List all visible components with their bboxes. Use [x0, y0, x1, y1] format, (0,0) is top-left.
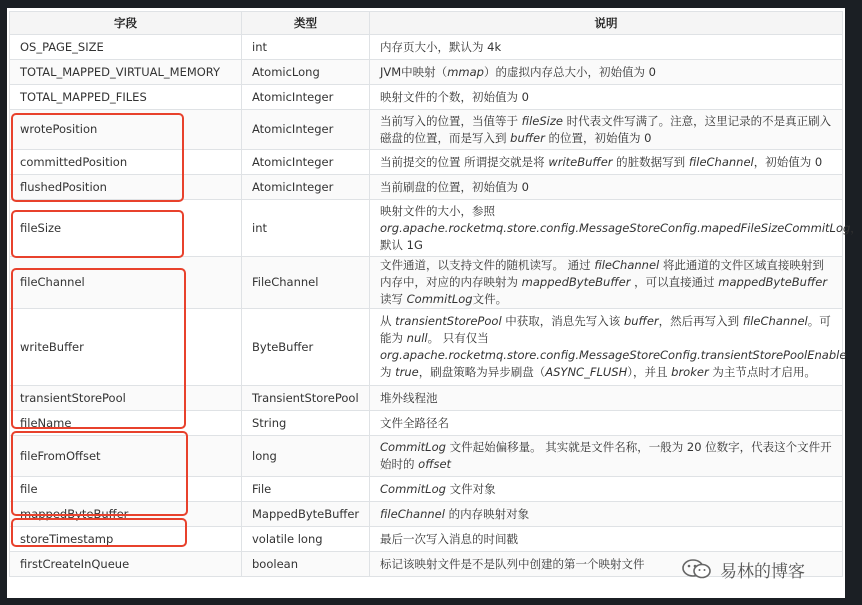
cell-field: fileFromOffset — [10, 436, 242, 477]
description-code-term: CommitLog — [380, 481, 446, 496]
cell-field: committedPosition — [10, 150, 242, 175]
description-code-term: fileChannel — [380, 506, 445, 521]
description-code-term: buffer — [623, 314, 659, 328]
description-code-term: fileSize — [521, 113, 563, 128]
cell-description — [370, 527, 843, 552]
description-text: 堆外线程池 — [380, 390, 438, 405]
description-text: 的位置，初始值为 0 — [544, 130, 652, 145]
cell-type: AtomicInteger — [242, 85, 370, 110]
description-text: 文件全路径名 — [380, 415, 449, 430]
table-row — [10, 110, 843, 150]
description-code-term: null — [406, 331, 428, 345]
cell-type: volatile long — [242, 527, 370, 552]
table-row — [10, 477, 843, 502]
cell-description — [370, 257, 843, 309]
description-code-term: org.apache.rocketmq.store.config.MessageStoreConfig.transientStorePoolEnable — [380, 348, 847, 362]
cell-description — [370, 85, 843, 110]
description-text: ，可以直接通过 — [630, 275, 719, 289]
description-text: ，刷盘策略为异步刷盘（ — [418, 365, 546, 379]
description-text: 内存页大小，默认为 4k — [380, 39, 502, 54]
cell-field: OS_PAGE_SIZE — [10, 35, 242, 60]
table-row — [10, 85, 843, 110]
cell-description — [370, 200, 862, 257]
description-text: 文件通道，以支持文件的随机读写。 通过 — [380, 258, 595, 272]
description-code-term: transientStorePool — [395, 314, 502, 328]
table-row — [10, 309, 843, 386]
description-text: 为主节点时才启用。 — [708, 365, 816, 379]
cell-field: wrotePosition — [10, 110, 242, 150]
cell-description — [370, 436, 843, 477]
cell-type: AtomicInteger — [242, 175, 370, 200]
description-text: 。可能为 — [380, 314, 831, 345]
cell-type: MappedByteBuffer — [242, 502, 370, 527]
cell-type: File — [242, 477, 370, 502]
cell-type: int — [242, 200, 370, 257]
cell-field: transientStorePool — [10, 386, 242, 411]
cell-field: file — [10, 477, 242, 502]
description-code-term: mappedByteBuffer — [521, 275, 631, 289]
wechat-official-account-icon — [680, 556, 714, 582]
description-code-term: writeBuffer — [548, 154, 613, 169]
description-code-term: fileChannel — [742, 314, 808, 328]
cell-description — [370, 150, 843, 175]
description-text: 。 只有仅当 — [427, 331, 489, 345]
cell-field: firstCreateInQueue — [10, 552, 242, 577]
cell-type: TransientStorePool — [242, 386, 370, 411]
description-code-term: CommitLog — [406, 292, 473, 306]
cell-description — [370, 35, 843, 60]
cell-description — [370, 175, 843, 200]
description-code-term: mmap — [447, 64, 484, 79]
field-table — [9, 11, 862, 577]
description-code-term: ASYNC_FLUSH — [545, 365, 628, 379]
table-row — [10, 175, 843, 200]
cell-description — [370, 110, 843, 150]
table-row — [10, 411, 843, 436]
cell-field: fileSize — [10, 200, 242, 257]
table-header-row — [10, 12, 843, 35]
table-row — [10, 436, 843, 477]
cell-description — [370, 386, 843, 411]
description-text: 将此通道的文件区域直接映射到内存中，对应的内存映射为 — [380, 258, 824, 289]
cell-field: fileChannel — [10, 257, 242, 309]
cell-type: int — [242, 35, 370, 60]
cell-type: FileChannel — [242, 257, 370, 309]
description-text: 当前刷盘的位置，初始值为 0 — [380, 179, 529, 194]
description-text: ，初始值为 0 — [753, 154, 823, 169]
cell-type: long — [242, 436, 370, 477]
cell-description — [370, 502, 843, 527]
table-row — [10, 200, 843, 257]
field-table-container — [7, 8, 862, 598]
cell-field: TOTAL_MAPPED_VIRTUAL_MEMORY — [10, 60, 242, 85]
description-text: ），并且 — [627, 365, 672, 379]
description-text: 映射文件的个数，初始值为 0 — [380, 89, 529, 104]
description-text: 的脏数据写到 — [612, 154, 689, 169]
cell-description — [370, 477, 843, 502]
description-text: 文件对象 — [445, 481, 496, 496]
table-row — [10, 502, 843, 527]
cell-type: AtomicInteger — [242, 110, 370, 150]
description-code-term: fileChannel — [594, 258, 660, 272]
cell-type: String — [242, 411, 370, 436]
watermark — [680, 556, 805, 582]
description-code-term: offset — [418, 457, 452, 471]
header-desc: 说明 — [370, 12, 843, 35]
description-text: 最后一次写入消息的时间戳 — [380, 531, 518, 546]
description-text: 映射文件的大小，参照 — [380, 203, 495, 218]
description-text: JVM中映射（ — [380, 64, 448, 79]
description-text: 从 — [380, 314, 396, 328]
header-field: 字段 — [10, 12, 242, 35]
description-text: 标记该映射文件是不是队列中创建的第一个映射文件 — [380, 556, 645, 571]
description-text: 文件。 — [472, 292, 508, 306]
table-row — [10, 35, 843, 60]
cell-description — [370, 60, 843, 85]
description-code-term: fileChannel — [688, 154, 754, 169]
description-code-term: org.apache.rocketmq.store.config.MessageStoreConfig.mapedFileSizeCommitLog — [380, 220, 851, 235]
description-code-term: mappedByteBuffer — [718, 275, 828, 289]
table-row — [10, 257, 843, 309]
cell-field: mappedByteBuffer — [10, 502, 242, 527]
table-row — [10, 150, 843, 175]
description-text: 当前提交的位置 所谓提交就是将 — [380, 154, 549, 169]
cell-field: TOTAL_MAPPED_FILES — [10, 85, 242, 110]
header-type: 类型 — [242, 12, 370, 35]
cell-field: storeTimestamp — [10, 527, 242, 552]
cell-type: AtomicInteger — [242, 150, 370, 175]
table-row — [10, 527, 843, 552]
description-text: ）的虚拟内存总大小，初始值为 0 — [483, 64, 656, 79]
description-text: 文件起始偏移量。 其实就是文件名称，一般为 20 位数字，代表这个文件开始时的 — [380, 440, 832, 471]
description-text: 时代表文件写满了。注意，这里记录的不是真正刷入磁盘的位置，而是写入到 — [380, 113, 832, 145]
cell-type: boolean — [242, 552, 370, 577]
description-text: ，默认 1G — [380, 220, 862, 252]
cell-description — [370, 411, 843, 436]
cell-field: flushedPosition — [10, 175, 242, 200]
description-code-term: broker — [671, 365, 709, 379]
description-text: 读写 — [380, 292, 407, 306]
cell-type: AtomicLong — [242, 60, 370, 85]
cell-description — [370, 309, 847, 386]
cell-field: writeBuffer — [10, 309, 242, 386]
description-text: 当前写入的位置，当值等于 — [380, 113, 522, 128]
cell-field: fileName — [10, 411, 242, 436]
watermark-text: 易林的博客 — [720, 561, 805, 582]
table-row — [10, 60, 843, 85]
description-code-term: true — [395, 365, 419, 379]
table-row — [10, 386, 843, 411]
description-code-term: CommitLog — [380, 440, 446, 454]
description-code-term: buffer — [510, 130, 545, 145]
description-text: ，然后再写入到 — [658, 314, 743, 328]
cell-type: ByteBuffer — [242, 309, 370, 386]
description-text: 中获取，消息先写入该 — [501, 314, 624, 328]
description-text: 为 — [380, 365, 396, 379]
description-text: 的内存映射对象 — [444, 506, 530, 521]
